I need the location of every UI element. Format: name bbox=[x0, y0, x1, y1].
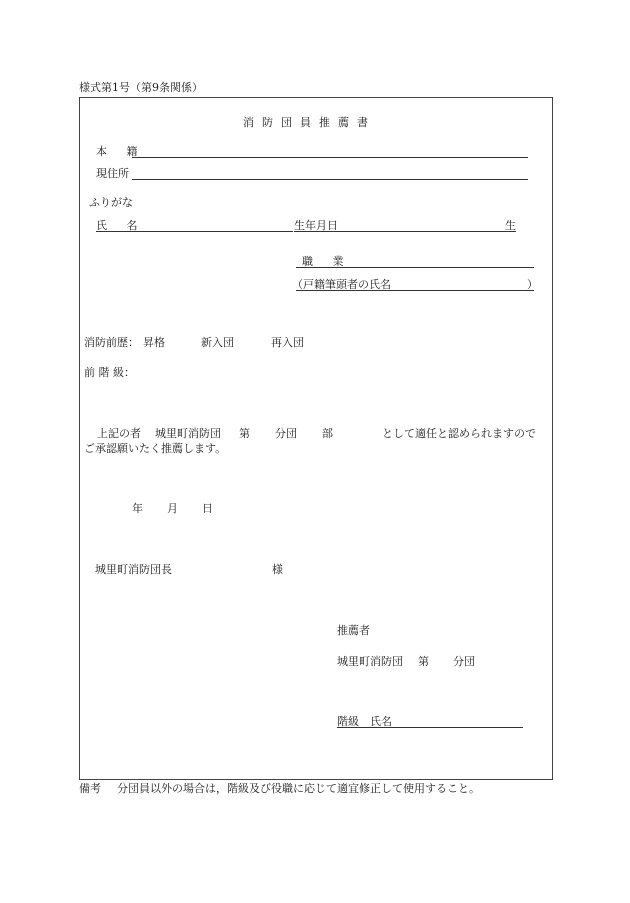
form-number-label: 様式第1号（第9条関係） bbox=[79, 81, 203, 94]
name-line[interactable] bbox=[96, 231, 293, 232]
statement-prefix: 上記の者 bbox=[97, 427, 141, 440]
addressee-chief: 城里町消防団長 bbox=[95, 563, 172, 576]
household-head-label: （戸籍筆頭者の氏名 bbox=[292, 278, 391, 291]
occupation-label: 職 業 bbox=[302, 255, 352, 268]
statement-line2: ご承認願いたく推薦します。 bbox=[84, 442, 227, 455]
household-head-line[interactable] bbox=[296, 290, 534, 291]
honseki-label: 本 籍 bbox=[96, 145, 146, 158]
previous-rank-label: 前 階 級： bbox=[84, 366, 135, 379]
honseki-line[interactable] bbox=[132, 157, 528, 158]
statement-dai: 第 bbox=[239, 427, 250, 440]
address-line[interactable] bbox=[132, 179, 528, 180]
household-head-close: ） bbox=[527, 278, 538, 291]
recommender-heading: 推薦者 bbox=[337, 624, 370, 637]
history-label: 消防前歴： bbox=[84, 336, 139, 349]
statement-suffix: として適任と認められますので bbox=[382, 427, 536, 440]
furigana-label: ふりがな bbox=[89, 196, 133, 209]
address-label: 現住所 bbox=[96, 167, 129, 180]
addressee-honorific: 様 bbox=[272, 563, 283, 576]
history-option-rejoin[interactable]: 再入団 bbox=[271, 336, 304, 349]
form-title: 消防団員推薦書 bbox=[243, 116, 376, 129]
statement-brigade: 城里町消防団 bbox=[155, 427, 221, 440]
birth-suffix: 生 bbox=[505, 219, 516, 232]
birthdate-label: 生年月日 bbox=[294, 219, 338, 232]
recommender-bundan: 分団 bbox=[453, 655, 475, 668]
date-year: 年 bbox=[132, 502, 143, 515]
history-option-promotion[interactable]: 昇格 bbox=[143, 336, 165, 349]
note-text: 分団員以外の場合は，階級及び役職に応じて適宜修正して使用すること。 bbox=[117, 782, 480, 795]
date-day: 日 bbox=[202, 502, 213, 515]
history-option-new[interactable]: 新入団 bbox=[201, 336, 234, 349]
recommender-dai: 第 bbox=[418, 655, 429, 668]
date-month: 月 bbox=[167, 502, 178, 515]
recommender-brigade: 城里町消防団 bbox=[337, 655, 403, 668]
birthdate-line[interactable] bbox=[294, 231, 516, 232]
occupation-line[interactable] bbox=[296, 267, 534, 268]
recommender-rank-name-label: 階級 氏名 bbox=[337, 715, 392, 728]
recommender-rank-name-line[interactable] bbox=[337, 727, 523, 728]
statement-bu: 部 bbox=[322, 427, 333, 440]
statement-bundan: 分団 bbox=[275, 427, 297, 440]
name-label: 氏 名 bbox=[96, 219, 146, 232]
note-label: 備考 bbox=[79, 782, 101, 795]
